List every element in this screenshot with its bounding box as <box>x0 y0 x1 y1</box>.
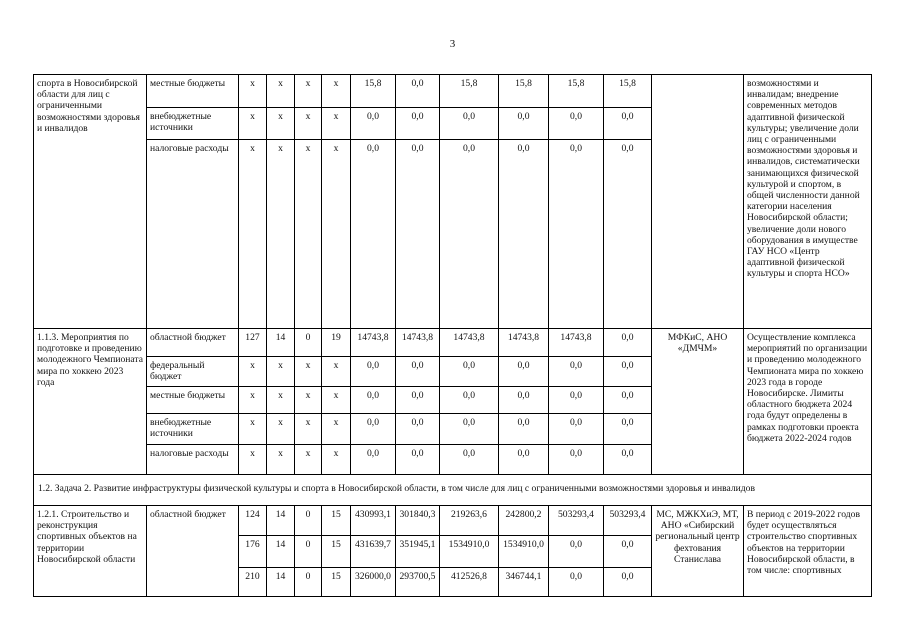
code-cell: 176 <box>239 536 267 568</box>
value-cell: 14743,8 <box>396 329 440 357</box>
code-cell: 14 <box>267 536 295 568</box>
value-cell: 0,0 <box>396 357 440 387</box>
value-cell: 0,0 <box>351 357 396 387</box>
code-cell: x <box>322 414 351 445</box>
value-cell: 430993,1 <box>351 506 396 536</box>
value-cell: 431639,7 <box>351 536 396 568</box>
table-row <box>34 75 872 108</box>
value-cell: 0,0 <box>440 414 499 445</box>
value-cell: 0,0 <box>604 445 652 475</box>
value-cell: 0,0 <box>499 445 549 475</box>
code-cell: x <box>239 108 267 140</box>
event-name: спорта в Новосибирской области для лиц с ограниченными возможностями здоровья и инвалидов <box>34 75 147 329</box>
code-cell: x <box>267 357 295 387</box>
value-cell: 219263,6 <box>440 506 499 536</box>
funding-source: местные бюджеты <box>147 387 239 414</box>
code-cell: 0 <box>295 329 322 357</box>
value-cell: 0,0 <box>604 387 652 414</box>
code-cell: x <box>322 140 351 329</box>
value-cell: 0,0 <box>549 568 604 597</box>
funding-source: налоговые расходы <box>147 140 239 329</box>
value-cell: 0,0 <box>549 536 604 568</box>
code-cell: x <box>239 387 267 414</box>
value-cell: 15,8 <box>499 75 549 108</box>
code-cell: x <box>267 414 295 445</box>
code-cell: x <box>322 445 351 475</box>
value-cell: 14743,8 <box>440 329 499 357</box>
value-cell: 14743,8 <box>351 329 396 357</box>
code-cell: x <box>239 140 267 329</box>
value-cell: 242800,2 <box>499 506 549 536</box>
value-cell: 0,0 <box>549 357 604 387</box>
program-table <box>33 74 872 597</box>
executor-cell <box>652 75 744 329</box>
funding-source: областной бюджет <box>147 506 239 597</box>
value-cell: 0,0 <box>499 414 549 445</box>
value-cell: 0,0 <box>396 414 440 445</box>
value-cell: 0,0 <box>549 140 604 329</box>
code-cell: 210 <box>239 568 267 597</box>
value-cell: 0,0 <box>604 329 652 357</box>
value-cell: 0,0 <box>549 445 604 475</box>
value-cell: 0,0 <box>396 387 440 414</box>
funding-source: внебюджетные источники <box>147 414 239 445</box>
value-cell: 14743,8 <box>499 329 549 357</box>
code-cell: x <box>239 75 267 108</box>
value-cell: 15,8 <box>351 75 396 108</box>
code-cell: x <box>267 75 295 108</box>
code-cell: x <box>239 414 267 445</box>
executor-cell: МС, МЖКХиЭ, МТ, АНО «Сибирский региональный центр фехтования Станислава <box>652 506 744 597</box>
code-cell: 14 <box>267 506 295 536</box>
value-cell: 14743,8 <box>549 329 604 357</box>
value-cell: 0,0 <box>440 387 499 414</box>
code-cell: 15 <box>322 536 351 568</box>
code-cell: x <box>267 108 295 140</box>
value-cell: 0,0 <box>351 140 396 329</box>
code-cell: x <box>295 445 322 475</box>
value-cell: 0,0 <box>549 108 604 140</box>
code-cell: 127 <box>239 329 267 357</box>
code-cell: 124 <box>239 506 267 536</box>
value-cell: 0,0 <box>351 445 396 475</box>
value-cell: 0,0 <box>604 414 652 445</box>
value-cell: 346744,1 <box>499 568 549 597</box>
value-cell: 0,0 <box>351 108 396 140</box>
value-cell: 326000,0 <box>351 568 396 597</box>
code-cell: x <box>295 140 322 329</box>
value-cell: 0,0 <box>396 75 440 108</box>
value-cell: 0,0 <box>396 140 440 329</box>
result-cell: В период с 2019-2022 годов будет осуществляться строительство спортивных объектов на территории Новосибирской области, в том числе: спортивных <box>744 506 872 597</box>
page-number: 3 <box>449 38 456 50</box>
value-cell: 0,0 <box>604 357 652 387</box>
value-cell: 503293,4 <box>549 506 604 536</box>
code-cell: x <box>295 108 322 140</box>
value-cell: 351945,1 <box>396 536 440 568</box>
code-cell: 14 <box>267 329 295 357</box>
value-cell: 0,0 <box>549 414 604 445</box>
table-row <box>34 329 872 357</box>
value-cell: 1534910,0 <box>499 536 549 568</box>
value-cell: 503293,4 <box>604 506 652 536</box>
code-cell: x <box>239 357 267 387</box>
code-cell: x <box>267 445 295 475</box>
code-cell: x <box>239 445 267 475</box>
code-cell: x <box>295 357 322 387</box>
task-row <box>34 475 872 506</box>
value-cell: 0,0 <box>549 387 604 414</box>
value-cell: 0,0 <box>604 140 652 329</box>
value-cell: 293700,5 <box>396 568 440 597</box>
code-cell: x <box>295 414 322 445</box>
value-cell: 0,0 <box>440 140 499 329</box>
code-cell: x <box>267 387 295 414</box>
value-cell: 0,0 <box>499 357 549 387</box>
table-row <box>34 506 872 536</box>
value-cell: 0,0 <box>396 108 440 140</box>
value-cell: 0,0 <box>440 445 499 475</box>
code-cell: 0 <box>295 506 322 536</box>
code-cell: x <box>322 387 351 414</box>
value-cell: 0,0 <box>440 357 499 387</box>
funding-source: налоговые расходы <box>147 445 239 475</box>
value-cell: 15,8 <box>440 75 499 108</box>
code-cell: 0 <box>295 568 322 597</box>
code-cell: x <box>295 387 322 414</box>
value-cell: 0,0 <box>604 536 652 568</box>
result-cell: Осуществление комплекса мероприятий по организации и проведению молодежного Чемпионата мира по хоккею 2023 года в городе Новосибирске. Лимиты областного бюджета 2024 года будут определены в рамках подготовки проекта бюджета 2022-2024 годов <box>744 329 872 475</box>
funding-source: местные бюджеты <box>147 75 239 108</box>
value-cell: 0,0 <box>396 445 440 475</box>
value-cell: 0,0 <box>604 568 652 597</box>
funding-source: внебюджетные источники <box>147 108 239 140</box>
value-cell: 0,0 <box>351 387 396 414</box>
value-cell: 15,8 <box>604 75 652 108</box>
code-cell: 0 <box>295 536 322 568</box>
value-cell: 0,0 <box>499 108 549 140</box>
funding-source: областной бюджет <box>147 329 239 357</box>
code-cell: x <box>267 140 295 329</box>
value-cell: 0,0 <box>499 140 549 329</box>
value-cell: 412526,8 <box>440 568 499 597</box>
value-cell: 301840,3 <box>396 506 440 536</box>
value-cell: 1534910,0 <box>440 536 499 568</box>
value-cell: 0,0 <box>499 387 549 414</box>
code-cell: x <box>322 108 351 140</box>
result-cell: возможностями и инвалидам; внедрение современных методов адаптивной физической культуры; увеличение доли лиц с ограниченными возможностями здоровья и инвалидов, систематически занимающихся физической культурой и спортом, в общей численности данной категории населения Новосибирской области; увеличение доли нового оборудования в имуществе ГАУ НСО «Центр адаптивной физической культуры и спорта НСО» <box>744 75 872 329</box>
value-cell: 0,0 <box>440 108 499 140</box>
event-name: 1.2.1. Строительство и реконструкция спортивных объектов на территории Новосибирской области <box>34 506 147 597</box>
code-cell: 15 <box>322 506 351 536</box>
value-cell: 15,8 <box>549 75 604 108</box>
code-cell: x <box>322 357 351 387</box>
value-cell: 0,0 <box>604 108 652 140</box>
funding-source: федеральный бюджет <box>147 357 239 387</box>
code-cell: 14 <box>267 568 295 597</box>
code-cell: x <box>322 75 351 108</box>
code-cell: 19 <box>322 329 351 357</box>
value-cell: 0,0 <box>351 414 396 445</box>
executor-cell: МФКиС, АНО «ДМЧМ» <box>652 329 744 475</box>
code-cell: x <box>295 75 322 108</box>
event-name: 1.1.3. Мероприятия по подготовке и проведению молодежного Чемпионата мира по хоккею 2023 года <box>34 329 147 475</box>
task-title: 1.2. Задача 2. Развитие инфраструктуры физической культуры и спорта в Новосибирской области, в том числе для лиц с ограниченными возможностями здоровья и инвалидов <box>34 475 872 506</box>
code-cell: 15 <box>322 568 351 597</box>
